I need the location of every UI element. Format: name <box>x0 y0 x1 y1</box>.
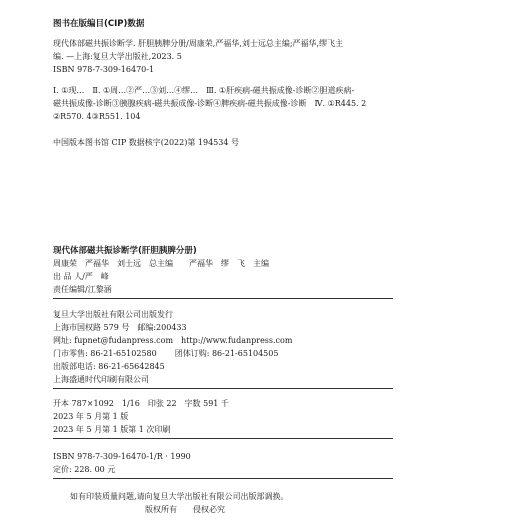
spec-format: 开本 787×1092 1/16 印张 22 字数 591 千 <box>53 399 229 408</box>
publisher-person: 出 品 人/严 峰 <box>53 272 109 281</box>
book-title: 现代体部磁共振诊断学(肝胆胰脾分册) <box>53 246 197 256</box>
spec-printing: 2023 年 5 月第 1 版第 1 次印刷 <box>53 425 171 434</box>
printer: 上海盛通时代印刷有限公司 <box>53 375 149 384</box>
cip-library-note: 中国版本图书馆 CIP 数据核字(2022)第 194534 号 <box>53 138 239 147</box>
cip-line-2: 编. —上海:复旦大学出版社,2023. 5 <box>53 52 182 61</box>
cip-class-1: Ⅰ. ①现… Ⅱ. ①周…②严…③刘…④缪… Ⅲ. ①肝疾病-磁共振成像-诊断②胆道疾病- <box>53 86 355 95</box>
divider-2 <box>53 388 393 389</box>
book-editors: 周康荣 严福华 刘士远 总主编 严福华 缪 飞 主编 <box>53 259 269 268</box>
copyright-rights: 版权所有 侵权必究 <box>145 505 225 514</box>
isbn-line: ISBN 978-7-309-16470-1/R · 1990 <box>53 452 191 461</box>
publisher-name: 复旦大学出版社有限公司出版发行 <box>53 310 173 319</box>
divider-1 <box>53 298 393 299</box>
group-order-phone: 团体订购: 86-21-65104505 <box>174 349 279 358</box>
responsible-editor: 责任编辑/江黎涵 <box>53 285 112 294</box>
dept-phone: 出版部电话: 86-21-65642845 <box>53 362 165 371</box>
quality-notice: 如有印装质量问题,请向复旦大学出版社有限公司出版部调换。 <box>70 492 289 501</box>
retail-phone: 门市零售: 86-21-65102580 <box>53 349 157 358</box>
publisher-address: 上海市国权路 579 号 邮编:200433 <box>53 323 187 332</box>
divider-4 <box>53 478 393 479</box>
cip-class-2: 磁共振成像-诊断③胰腺疾病-磁共振成像-诊断④脾疾病-磁共振成像-诊断 Ⅳ. ①R445. 2 <box>53 99 367 108</box>
publisher-url: 网址: fupnet@fudanpress.com http://www.fudanpress.com <box>53 336 293 345</box>
cip-isbn: ISBN 978-7-309-16470-1 <box>53 65 155 74</box>
price: 定价: 228. 00 元 <box>53 465 116 474</box>
publisher-phones <box>53 349 278 359</box>
cip-heading: 图书在版编目(CIP)数据 <box>53 19 145 29</box>
divider-3 <box>53 438 393 439</box>
cip-line-1: 现代体部磁共振诊断学. 肝胆胰脾分册/周康荣,严福华,刘士远总主编;严福华,缪飞主 <box>53 39 344 48</box>
cip-class-3: ②R570. 4③R551. 104 <box>53 112 141 121</box>
spec-edition: 2023 年 5 月第 1 版 <box>53 412 129 421</box>
